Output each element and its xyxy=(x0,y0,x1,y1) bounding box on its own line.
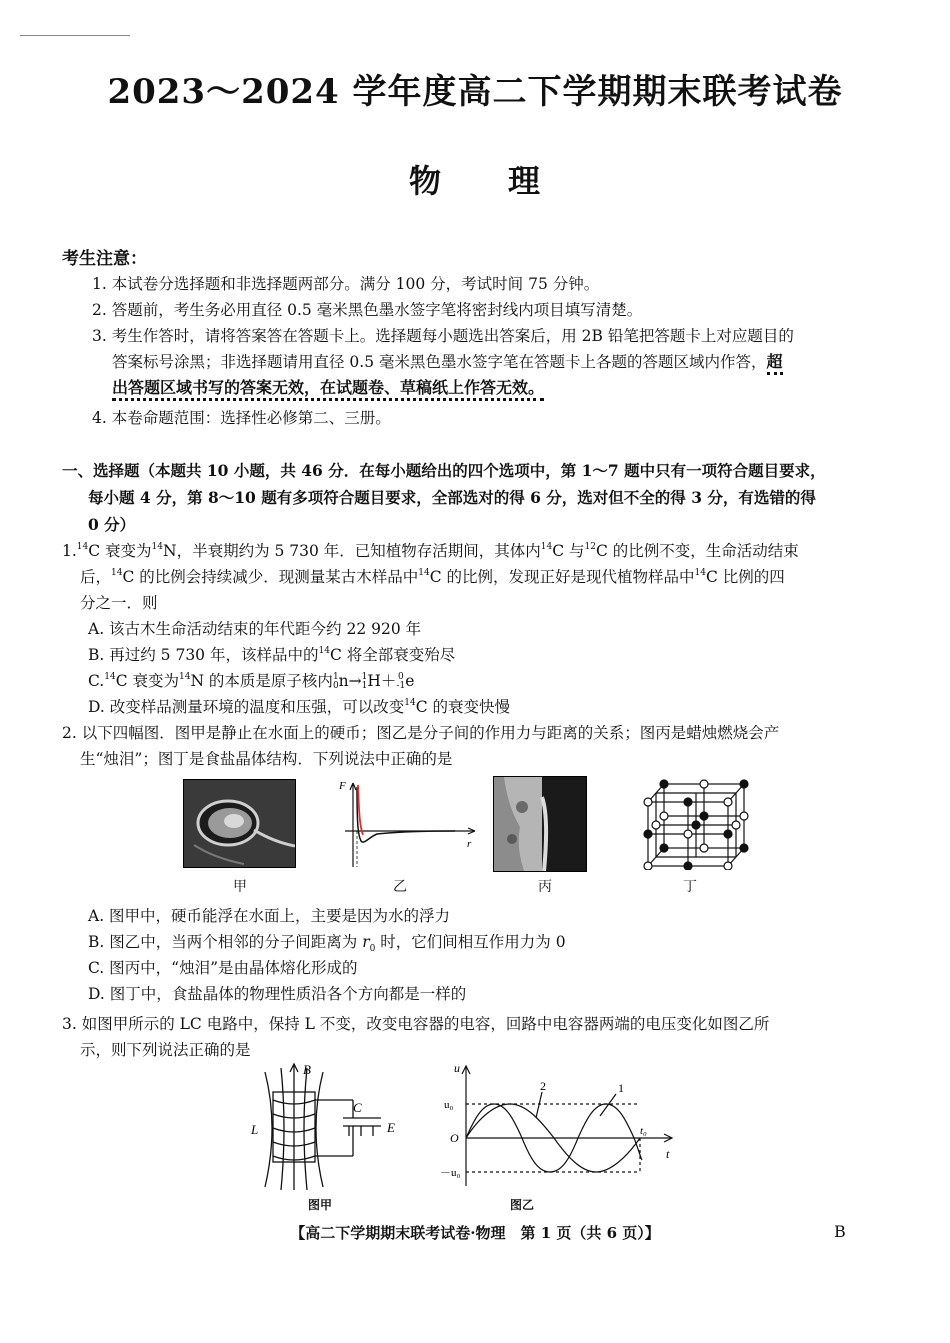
q1-option-a: A. 该古木生命活动结束的年代距今约 22 920 年 xyxy=(88,620,422,638)
notice-heading: 考生注意： xyxy=(62,249,147,269)
coin-photo xyxy=(183,779,296,868)
exam-title: 2023～2024 学年度高二下学期期末联考试卷 xyxy=(107,72,843,112)
voltage-graph xyxy=(440,1062,680,1192)
paper-version: B xyxy=(834,1222,846,1241)
label-b: B xyxy=(303,1062,311,1077)
section1-header-line1: 一、选择题（本题共 10 小题，共 46 分．在每小题给出的四个选项中，第 1～7 题中只有一项符合题目要求， xyxy=(62,461,826,480)
q3-line1: 3. 如图甲所示的 LC 电路中，保持 L 不变，改变电容器的电容，回路中电容器两端的电压变化如图乙所 xyxy=(62,1015,770,1033)
coin-photo-svg xyxy=(184,780,295,867)
notice-item-1: 1. 本试卷分选择题和非选择题两部分。满分 100 分，考试时间 75 分钟。 xyxy=(92,275,600,293)
force-distance-graph xyxy=(335,775,485,875)
caption-jia: 甲 xyxy=(233,879,247,895)
candle-photo-svg xyxy=(494,777,586,871)
caption-fig-a: 图甲 xyxy=(307,1198,332,1212)
label-u0: u₀ xyxy=(444,1099,454,1111)
section1-header-line3: 0 分） xyxy=(88,515,136,534)
notice-emphasis-1: 超 xyxy=(767,352,783,375)
axis-label-f: F xyxy=(339,780,346,792)
section1-header-line2: 每小题 4 分，第 8～10 题有多项符合题目要求，全部选对的得 6 分，选对但不全的得 3 分，有选错的得 xyxy=(88,488,816,507)
q1-option-b: B. 再过约 5 730 年，该样品中的$^{14}$C 将全部衰变殆尽 xyxy=(88,646,456,664)
subject-title: 物 理 xyxy=(408,162,541,200)
salt-crystal-lattice xyxy=(640,778,750,870)
candle-photo xyxy=(493,776,587,872)
notice-item-3-cont-text: 答案标号涂黑；非选择题请用直径 0.5 毫米黑色墨水签字笔在答题卡上各题的答题区域内作答， xyxy=(112,353,767,371)
axis-label-r: r xyxy=(467,838,472,850)
label-t0: t₀ xyxy=(640,1125,647,1137)
scan-edge-line xyxy=(20,35,130,36)
notice-item-3: 3. 考生作答时，请将答案答在答题卡上。选择题每小题选出答案后，用 2B 铅笔把答题卡上对应题目的 xyxy=(92,327,794,345)
label-neg-u0: －u₀ xyxy=(440,1167,461,1179)
q2-line2: 生“烛泪”；图丁是食盐晶体结构．下列说法中正确的是 xyxy=(80,750,453,768)
q3-line2: 示，则下列说法正确的是 xyxy=(80,1041,251,1059)
lc-circuit-figure xyxy=(245,1062,415,1202)
notice-emphasis-2: 出答题区域书写的答案无效，在试题卷、草稿纸上作答无效。 xyxy=(112,378,544,401)
page-footer: 【高二下学期期末联考试卷·物理 第 1 页（共 6 页）】 xyxy=(290,1224,660,1242)
q2-option-a: A. 图甲中，硬币能浮在水面上，主要是因为水的浮力 xyxy=(88,907,451,925)
label-c: C xyxy=(353,1100,362,1115)
axis-label-u: u xyxy=(454,1062,460,1075)
curve-label-1: 1 xyxy=(618,1081,624,1095)
caption-ding: 丁 xyxy=(683,879,697,895)
q1-option-d: D. 改变样品测量环境的温度和压强，可以改变$^{14}$C 的衰变快慢 xyxy=(88,698,510,716)
caption-bing: 丙 xyxy=(538,879,552,895)
q1-line2: 后，$^{14}$C 的比例会持续减少．现测量某古木样品中$^{14}$C 的比例，发现正好是现代植物样品中$^{14}$C 比例的四 xyxy=(80,568,785,586)
curve-label-2: 2 xyxy=(540,1079,546,1093)
notice-item-4: 4. 本卷命题范围：选择性必修第二、三册。 xyxy=(92,409,391,427)
label-e: E xyxy=(387,1120,395,1135)
q1-line3: 分之一．则 xyxy=(80,594,158,612)
caption-yi: 乙 xyxy=(393,879,407,895)
q1-option-c: C.$^{14}$C 衰变为$^{14}$N 的本质是原子核内1 0n→1 1H＋ 0 -1e xyxy=(88,672,415,691)
label-l: L xyxy=(251,1122,259,1137)
caption-fig-b: 图乙 xyxy=(509,1198,534,1212)
notice-item-3-cont xyxy=(112,349,783,375)
notice-item-3-emph xyxy=(112,375,544,401)
q1-line1: 1.14C 衰变为$^{14}$N，半衰期约为 5 730 年．已知植物存活期间，其体内$^{14}$C 与$^{12}$C 的比例不变，生命活动结束 xyxy=(62,542,799,560)
notice-item-2: 2. 答题前，考生务必用直径 0.5 毫米黑色墨水签字笔将密封线内项目填写清楚。 xyxy=(92,301,643,319)
axis-label-t: t xyxy=(666,1147,670,1161)
q2-line1: 2. 以下四幅图．图甲是静止在水面上的硬币；图乙是分子间的作用力与距离的关系；图丙是蜡烛燃烧会产 xyxy=(62,724,780,742)
label-origin: O xyxy=(450,1131,459,1145)
q2-option-d: D. 图丁中，食盐晶体的物理性质沿各个方向都是一样的 xyxy=(88,985,467,1003)
q2-option-b: B. 图乙中，当两个相邻的分子间距离为 $r_0$ 时，它们间相互作用力为 0 xyxy=(88,933,566,955)
q2-option-c: C. 图丙中，“烛泪”是由晶体熔化形成的 xyxy=(88,959,358,977)
